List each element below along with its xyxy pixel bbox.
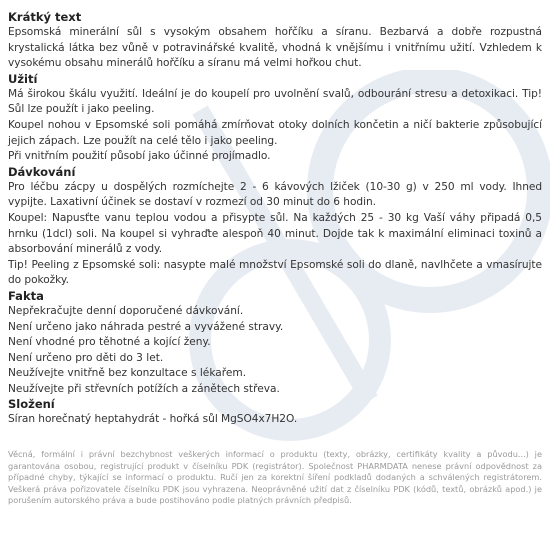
- heading-davkovani: Dávkování: [8, 164, 76, 179]
- fakta-item: Nepřekračujte denní doporučené dávkování.: [8, 304, 244, 317]
- heading-kratky-text: Krátký text: [8, 10, 82, 24]
- kratky-text-body: Epsomská minerální sůl s vysokým obsahem hořčíku a síranu. Bezbarvá a dobře rozpustná krystalická látka bez vůně v potravinářské kvalitě, vhodná k vnějšímu i vnitřnímu užití. Vzhledem k vysokému obsahu minerálů hořčíku a síranu má velmi hořkou chut.: [8, 26, 542, 70]
- uziti-paragraph-3: Při vnitřním použití působí jako účinné projímadlo.: [8, 150, 271, 163]
- heading-uziti: Užití: [8, 71, 38, 86]
- fakta-item: Není určeno jako náhrada pestré a vyvážené stravy.: [8, 320, 284, 333]
- legal-disclaimer: Věcná, formální i právní bezchybnost veškerých informací o produktu (texty, obrázky, certifikáty kvality a původu...) je garantována osobou, registrující produkt v číselníku PDK (registrátor). Společnost PHARMDATA nenese právní odpovědnost za případné chyby, týkající se informací o produktu. Ručí jen za korektní šíření podkladů dodaných a schválených registrátorem. Veškerá práva pořizovatele číselníku PDK jsou vyhrazena. Neoprávněné užití dat z číselníku PDK (kódů, textů, obrázků apod.) je porušením autorského práva a bude postihováno podle platných právních předpisů.: [8, 449, 542, 506]
- fakta-item: Není vhodné pro těhotné a kojící ženy.: [8, 336, 211, 349]
- section-davkovani: [8, 165, 542, 289]
- heading-slozeni: Složení: [8, 397, 55, 412]
- heading-fakta: Fakta: [8, 288, 44, 303]
- davkovani-paragraph-2: Koupel: Napusťte vanu teplou vodou a přisypte sůl. Na každých 25 - 30 kg Vaší váhy připadá 0,5 hrnku (1dcl) soli. Na koupel si vyhraďte alespoň 40 minut. Dojde tak k maximální eliminaci toxinů a absorbování minerálů z vody.: [8, 211, 542, 256]
- section-uziti: [8, 72, 542, 165]
- section-slozeni: [8, 397, 542, 428]
- davkovani-paragraph-1: Pro léčbu zácpy u dospělých rozmíchejte 2 - 6 kávových lžiček (10-30 g) v 250 ml vody. Ihned vypijte. Laxativní účinek se dostaví v rozmezí od 30 minut do 6 hodin.: [8, 180, 542, 209]
- davkovani-paragraph-3: Tip! Peeling z Epsomské soli: nasypte malé množství Epsomské soli do dlaně, navlhčete a vmasírujte do pokožky.: [8, 258, 542, 287]
- fakta-item: Není určeno pro děti do 3 let.: [8, 351, 164, 364]
- section-fakta: [8, 289, 542, 398]
- fakta-item: Neužívejte vnitřně bez konzultace s lékařem.: [8, 367, 247, 380]
- fakta-item: Neužívejte při střevních potížích a zánětech střeva.: [8, 382, 280, 395]
- uziti-paragraph-2: Koupel nohou v Epsomské soli pomáhá zmírňovat otoky dolních končetin a ničí bakterie způsobující jejich zápach. Lze použít na celé tělo i jako peeling.: [8, 118, 542, 147]
- uziti-paragraph-1: Má širokou škálu využití. Ideální je do koupelí pro uvolnění svalů, odbourání stresu a detoxikaci. Tip! Sůl lze použít i jako peeling.: [8, 87, 542, 116]
- product-text-content: [8, 10, 542, 428]
- section-kratky-text: [8, 10, 542, 72]
- slozeni-body: Síran horečnatý heptahydrát - hořká sůl MgSO4x7H2O.: [8, 413, 298, 426]
